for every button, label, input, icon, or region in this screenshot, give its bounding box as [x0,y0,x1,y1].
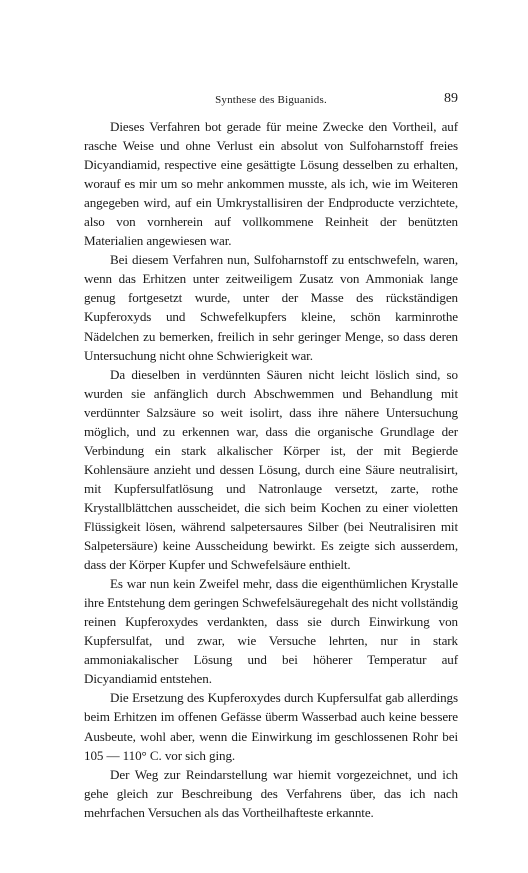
page-number: 89 [444,91,458,106]
running-header [84,91,458,111]
paragraph: Da dieselben in verdünnten Säuren nicht leicht löslich sind, so wurden sie anfänglich durch Abschwemmen und Behandlung mit verdünnter Salzsäure so weit isolirt, dass ihre nähere Untersuchung möglich, und zu erkennen war, dass die organische Grundlage der Verbindung ein stark alkalischer Körper ist, der mit Begierde Kohlensäure anzieht und dessen Lösung, durch eine Säure neutralisirt, mit Kupfersulfatlösung und Natronlauge versetzt, zarte, rothe Krystallblättchen ausscheidet, die sich beim Kochen zu einer violetten Flüssigkeit lösen, während salpetersaures Silber (bei Neutralisiren mit Salpetersäure) keine Ausscheidung bewirkt. Es zeigte sich ausserdem, dass der Körper Kupfer und Schwefelsäure enthielt. [84,366,458,573]
paragraph: Dieses Verfahren bot gerade für meine Zwecke den Vortheil, auf rasche Weise und ohne Verlust ein absolut von Sulfoharnstoff freies Dicyandiamid, respective eine gesättigte Lösung desselben zu erhalten, worauf es mir um so mehr ankommen musste, als ich, wie im Weiteren angegeben wird, auf ein Umkrystallisiren der Endproducte verzichtete, also von vornherein auf vollkommene Reinheit der benützten Materialien angewiesen war. [84,119,458,249]
running-title: Synthese des Biguanids. [215,94,327,106]
body-text [84,117,458,822]
paragraph: Es war nun kein Zweifel mehr, dass die eigenthümlichen Krystalle ihre Entstehung dem geringen Schwefelsäuregehalt des nicht vollständig reinen Kupferoxydes verdankten, dass sie durch Einwirkung von Kupfersulfat, und zwar, wie Versuche lehrten, nur in stark ammoniakalischer Lösung und bei höherer Temperatur auf Dicyandiamid entstehen. [84,576,458,687]
paragraph: Die Ersetzung des Kupferoxydes durch Kupfersulfat gab allerdings beim Erhitzen im offenen Gefässe überm Wasserbad auch keine bessere Ausbeute, wohl aber, wenn die Einwirkung im geschlossenen Rohr bei 105 — 110° C. vor sich ging. [84,690,458,763]
paragraph: Bei diesem Verfahren nun, Sulfoharnstoff zu entschwefeln, waren, wenn das Erhitzen unter zeitweiligem Zusatz von Ammoniak lange genug fortgesetzt wurde, unter der Masse des rückständigen Kupferoxyds und Schwefelkupfers kleine, schön karminrothe Nädelchen zu bemerken, freilich in sehr geringer Menge, so dass deren Untersuchung nicht ohne Schwierigkeit war. [84,252,458,363]
paragraph: Der Weg zur Reindarstellung war hiemit vorgezeichnet, und ich gehe gleich zur Beschreibung des Verfahrens über, das ich nach mehrfachen Versuchen als das Vortheilhafteste erkannte. [84,766,458,820]
